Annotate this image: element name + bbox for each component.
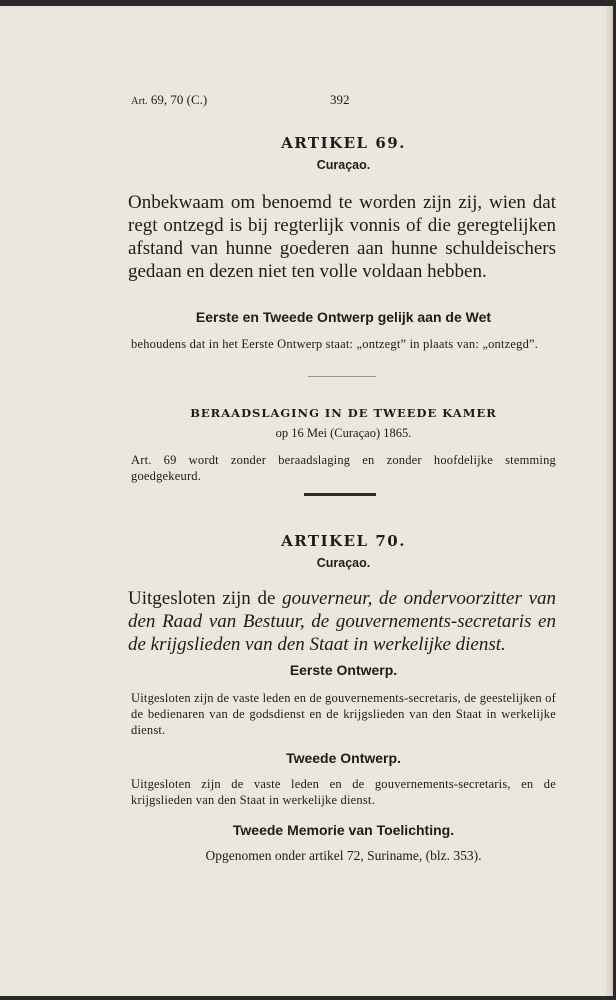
article-70-place: Curaçao.: [316, 556, 371, 570]
header-art-prefix: Art.: [131, 96, 148, 107]
memorie-text: Opgenomen onder artikel 72, Suriname, (blz. 353).: [205, 848, 482, 863]
eerste-ontwerp-text: Uitgesloten zijn de vaste leden en de gouvernements-secretaris, de geestelijken of de bedienaren van de godsdienst en de krijgslieden van den Staat in werkelijke dienst.: [131, 691, 556, 737]
article-69-heading: ARTIKEL 69.: [281, 134, 406, 152]
article-70-text-start: Uitgesloten zijn de: [128, 588, 283, 609]
tweede-ontwerp-text: Uitgesloten zijn de vaste leden en de gouvernements-secretaris, en de krijgslieden van den Staat in werkelijke dienst.: [131, 777, 556, 807]
memorie-heading: Tweede Memorie van Toelichting.: [232, 822, 455, 838]
article-70-text-italic: gouverneur, de ondervoorzitter van den Raad van Bestuur, de gouvernements-secretaris en de krijgslieden van den Staat in werkelijke dienst.: [128, 588, 556, 655]
article-69-draft-heading: Eerste en Tweede Ontwerp gelijk aan de Wet: [195, 309, 492, 325]
article-69-text: Onbekwaam om benoemd te worden zijn zij, wien dat regt ontzegd is bij regterlijk vonnis of die geregtelijken afstand van hunne goederen aan hunne schuldeischers gedaan en dezen niet ten volle voldaan hebben.: [128, 192, 556, 282]
beraadslaging-text: Art. 69 wordt zonder beraadslaging en zonder hoofdelijke stemming goedgekeurd.: [131, 453, 556, 483]
beraadslaging-date: op 16 Mei (Curaçao) 1865.: [275, 426, 412, 440]
tweede-ontwerp-heading: Tweede Ontwerp.: [286, 750, 401, 766]
article-69-draft-note: behoudens dat in het Eerste Ontwerp staat: „ontzegt” in plaats van: „ontzegd”.: [131, 337, 539, 351]
article-70-heading: ARTIKEL 70.: [281, 532, 406, 550]
article-69-title: [131, 134, 556, 152]
running-header: [131, 92, 572, 112]
page-edge: [606, 6, 612, 996]
separator-thick: [304, 493, 376, 496]
document-page: [0, 6, 613, 996]
article-69-place: Curaçao.: [316, 158, 371, 172]
page-number: 392: [330, 92, 350, 107]
article-70-text: [128, 587, 556, 656]
separator-thin: [308, 376, 376, 377]
header-art-numbers: 69, 70 (C.): [150, 92, 208, 107]
header-article-ref: [131, 92, 207, 108]
beraadslaging-heading: BERAADSLAGING IN DE TWEEDE KAMER: [190, 406, 497, 420]
eerste-ontwerp-heading: Eerste Ontwerp.: [289, 662, 398, 678]
